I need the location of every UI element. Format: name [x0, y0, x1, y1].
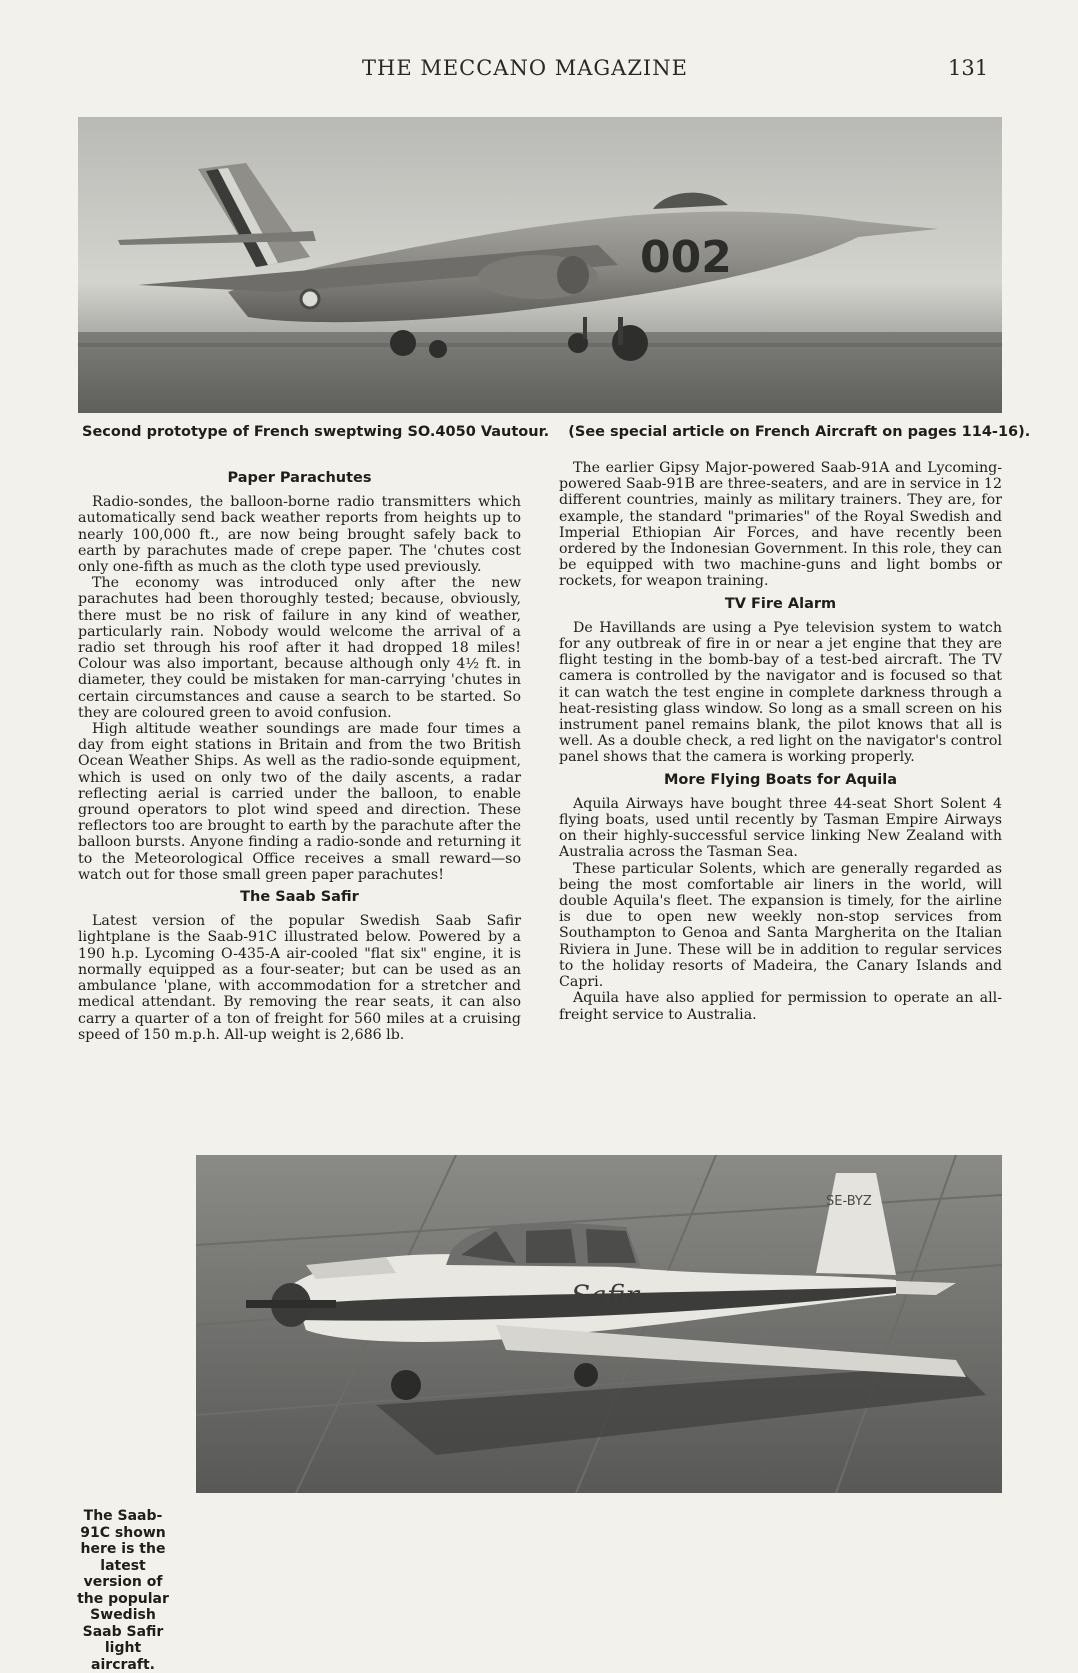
caption-see-article: (See special article on French Aircraft on pages 114-16).: [568, 424, 1031, 440]
paragraph: Aquila Airways have bought three 44-seat Short Solent 4 flying boats, used until recently by Tasman Empire Airways on their highly-successful service linking New Zealand with Australia across the Tasman Sea.: [559, 795, 1002, 861]
paragraph: High altitude weather soundings are made four times a day from eight stations in Britain and from the two British Ocean Weather Ships. As well as the radio-sonde equipment, which is used on only two of the daily ascents, a radar reflecting aerial is carried under the balloon, to enable ground operators to plot wind speed and direction. These reflectors too are brought to earth by the parachute after the balloon bursts. Anyone finding a radio-sonde and returning it to the Meteorological Office receives a small reward—so watch out for those small green paper parachutes!: [78, 721, 521, 883]
paragraph: The economy was introduced only after the new parachutes had been thoroughly tested; because, obviously, there must be no risk of failure in any kind of weather, particularly rain. Nobody would welcome the arrival of a radio set through his roof after it had dropped 18 miles! Colour was also important, because although only 4½ ft. in diameter, they could be mistaken for man-carrying 'chutes in certain circumstances and cause a search to be started. So they are coloured green to avoid confusion.: [78, 575, 521, 721]
page-number: 131: [948, 56, 989, 80]
paragraph: These particular Solents, which are generally regarded as being the most comfortable air liners in the world, will double Aquila's fleet. The expansion is timely, for the airline is due to open new weekly non-stop services from Southampton to Genoa and Santa Margherita on the Italian Riviera in June. These will be in addition to regular services to the holiday resorts of Madeira, the Canary Islands and Capri.: [559, 860, 1002, 991]
running-head: [0, 56, 1078, 86]
heading-flying-boats: More Flying Boats for Aquila: [664, 771, 897, 788]
paragraph: Aquila have also applied for permission to operate an all-freight service to Australia.: [559, 990, 1002, 1023]
left-column: [78, 466, 521, 1043]
caption-vautour: Second prototype of French sweptwing SO.4050 Vautour.: [82, 424, 550, 440]
paragraph: De Havillands are using a Pye television system to watch for any outbreak of fire in or near a jet engine that they are flight testing in the bomb-bay of a test-bed aircraft. The TV camera is controlled by the navigator and is focused so that it can watch the test engine in complete darkness through a heat-resisting glass window. So long as a small screen on his instrument panel remains blank, the pilot knows that all is well. As a double check, a red light on the navigator's control panel shows that the camera is working properly.: [559, 619, 1002, 766]
safir-side-caption: The Saab-91C shown here is the latest version of the popular Swedish Saab Safir light aircraft.: [77, 1508, 169, 1673]
tail-number: 002: [640, 232, 732, 283]
magazine-title: THE MECCANO MAGAZINE: [362, 56, 688, 80]
heading-saab-safir: The Saab Safir: [240, 889, 359, 906]
vautour-illustration: [78, 117, 1002, 413]
vautour-photo: [78, 117, 1002, 413]
registration-mark: SE-BYZ: [826, 1194, 872, 1209]
safir-photo: [196, 1155, 1002, 1493]
safir-illustration: [196, 1155, 1002, 1493]
heading-tv-fire-alarm: TV Fire Alarm: [724, 595, 837, 612]
paragraph: The earlier Gipsy Major-powered Saab-91A and Lycoming-powered Saab-91B are three-seaters, and are in service in 12 different countries, mainly as military trainers. They are, for example, the standard "primaries" of the Royal Swedish and Imperial Ethiopian Air Forces, and have recently been ordered by the Indonesian Government. In this role, they can be equipped with two machine-guns and light bombs or rockets, for weapon training.: [559, 460, 1002, 590]
top-photo-caption: [82, 424, 1031, 440]
paragraph: Radio-sondes, the balloon-borne radio transmitters which automatically send back weather reports from heights up to nearly 100,000 ft., are now being brought safely back to earth by parachutes made of crepe paper. The 'chutes cost only one-fifth as much as the cloth type used previously.: [78, 494, 521, 576]
right-column: [559, 460, 1002, 1023]
safir-logo: Safir: [571, 1279, 639, 1312]
heading-paper-parachutes: Paper Parachutes: [227, 470, 372, 486]
paragraph: Latest version of the popular Swedish Saab Safir lightplane is the Saab-91C illustrated below. Powered by a 190 h.p. Lycoming O-435-A air-cooled "flat six" engine, it is normally equipped as a four-seater; but can be used as an ambulance 'plane, with accommodation for a stretcher and medical attendant. By removing the rear seats, it can also carry a quarter of a ton of freight for 560 miles at a cruising speed of 150 m.p.h. All-up weight is 2,686 lb.: [78, 913, 521, 1043]
